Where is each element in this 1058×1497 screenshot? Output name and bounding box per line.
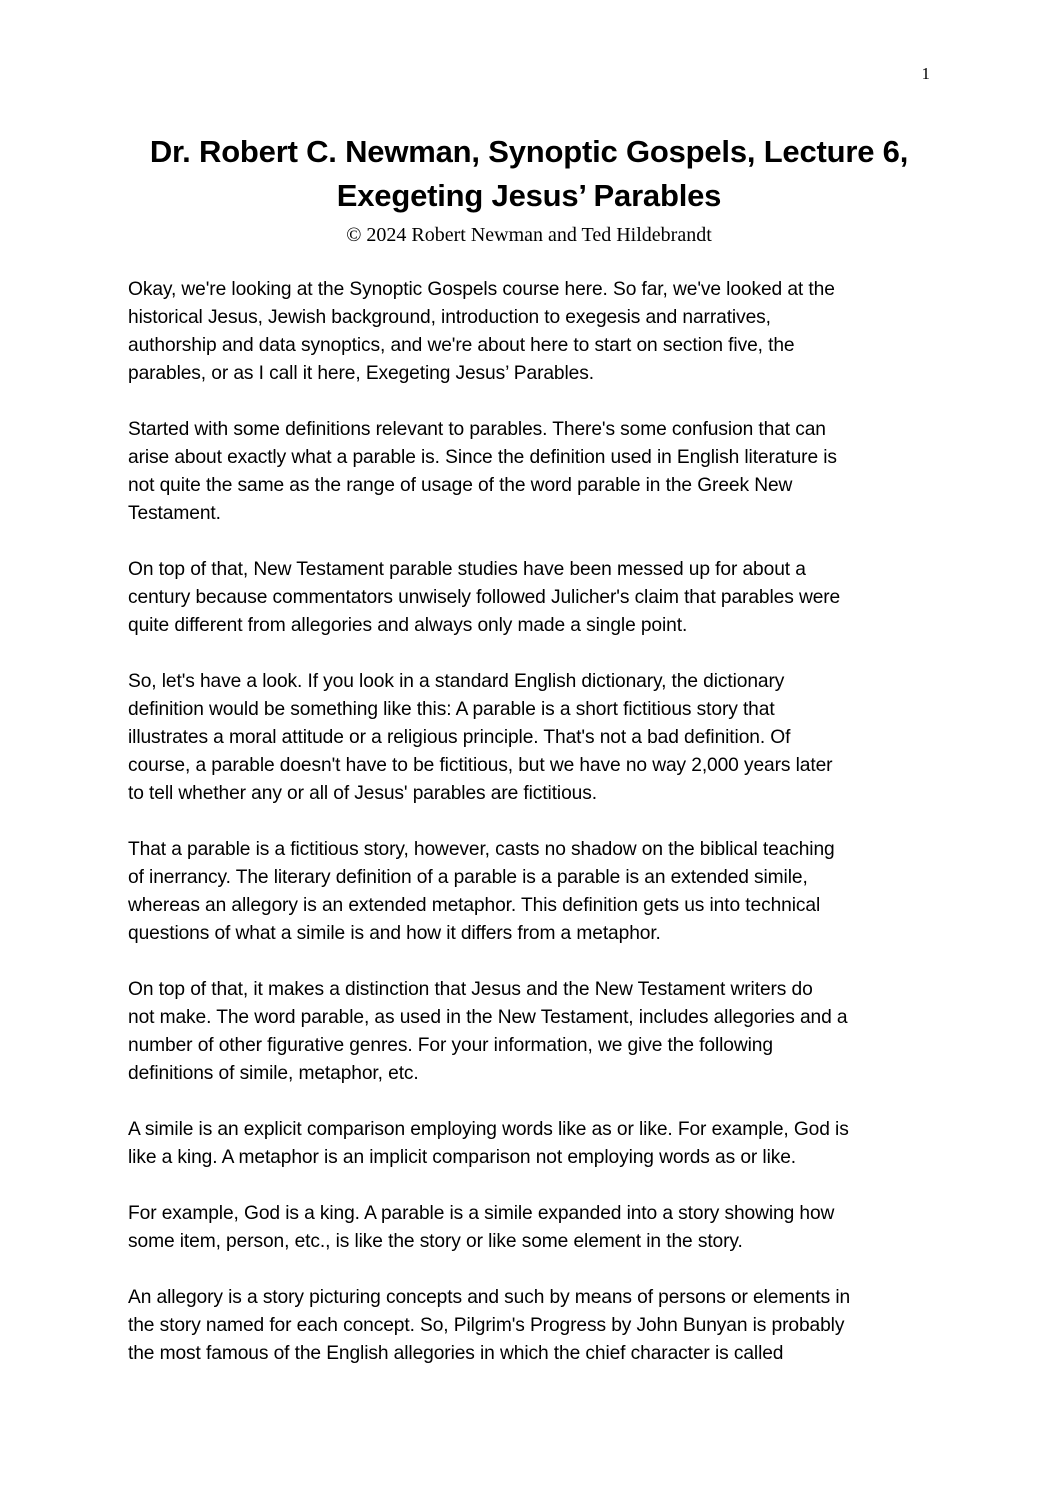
document-body: [128, 276, 936, 1396]
paragraph: [128, 1284, 936, 1368]
paragraph: [128, 416, 936, 528]
title-line: Dr. Robert C. Newman, Synoptic Gospels, Lecture 6,: [149, 134, 909, 169]
paragraph: [128, 976, 936, 1088]
page-number: 1: [921, 64, 930, 83]
text-line: definition would be something like this: A parable is a short fictitious story that: [128, 699, 775, 720]
text-line: questions of what a simile is and how it differs from a metaphor.: [128, 923, 661, 944]
text-line: Started with some definitions relevant to parables. There's some confusion that can: [128, 419, 826, 440]
text-line: century because commentators unwisely followed Julicher's claim that parables were: [128, 587, 841, 608]
paragraph: [128, 668, 936, 808]
text-line: So, let's have a look. If you look in a standard English dictionary, the dictionary: [128, 671, 785, 692]
text-line: An allegory is a story picturing concepts and such by means of persons or elements in: [128, 1287, 851, 1308]
text-line: Testament.: [128, 503, 221, 524]
paragraph: [128, 1200, 936, 1256]
text-line: not quite the same as the range of usage of the word parable in the Greek New: [128, 475, 793, 496]
text-line: whereas an allegory is an extended metaphor. This definition gets us into technical: [128, 895, 821, 916]
text-line: On top of that, it makes a distinction that Jesus and the New Testament writers do: [128, 979, 813, 1000]
text-line: to tell whether any or all of Jesus' parables are fictitious.: [128, 783, 597, 804]
text-line: like a king. A metaphor is an implicit comparison not employing words as or like.: [128, 1147, 797, 1168]
text-line: not make. The word parable, as used in the New Testament, includes allegories and a: [128, 1007, 848, 1028]
text-line: A simile is an explicit comparison employing words like as or like. For example, God is: [128, 1119, 849, 1140]
copyright-notice: © 2024 Robert Newman and Ted Hildebrandt: [346, 224, 712, 246]
text-line: the story named for each concept. So, Pilgrim's Progress by John Bunyan is probably: [128, 1315, 845, 1336]
text-line: authorship and data synoptics, and we're about here to start on section five, the: [128, 335, 795, 356]
text-line: historical Jesus, Jewish background, introduction to exegesis and narratives,: [128, 307, 771, 328]
title-line: Exegeting Jesus’ Parables: [336, 178, 722, 213]
paragraph: [128, 556, 936, 640]
text-line: That a parable is a fictitious story, however, casts no shadow on the biblical teaching: [128, 839, 835, 860]
text-line: On top of that, New Testament parable studies have been messed up for about a: [128, 559, 806, 580]
text-line: of inerrancy. The literary definition of a parable is a parable is an extended simile,: [128, 867, 808, 888]
text-line: definitions of simile, metaphor, etc.: [128, 1063, 419, 1084]
text-line: arise about exactly what a parable is. Since the definition used in English literature is: [128, 447, 837, 468]
text-line: some item, person, etc., is like the story or like some element in the story.: [128, 1231, 743, 1252]
text-line: the most famous of the English allegories in which the chief character is called: [128, 1343, 784, 1364]
paragraph: [128, 276, 936, 388]
paragraph: [128, 836, 936, 948]
text-line: Okay, we're looking at the Synoptic Gospels course here. So far, we've looked at the: [128, 279, 835, 300]
text-line: quite different from allegories and always only made a single point.: [128, 615, 688, 636]
text-line: parables, or as I call it here, Exegeting Jesus’ Parables.: [128, 363, 594, 384]
document-title: [60, 130, 998, 218]
text-line: For example, God is a king. A parable is a simile expanded into a story showing how: [128, 1203, 835, 1224]
text-line: number of other figurative genres. For your information, we give the following: [128, 1035, 773, 1056]
text-line: course, a parable doesn't have to be fictitious, but we have no way 2,000 years later: [128, 755, 833, 776]
paragraph: [128, 1116, 936, 1172]
text-line: illustrates a moral attitude or a religious principle. That's not a bad definition. Of: [128, 727, 791, 748]
